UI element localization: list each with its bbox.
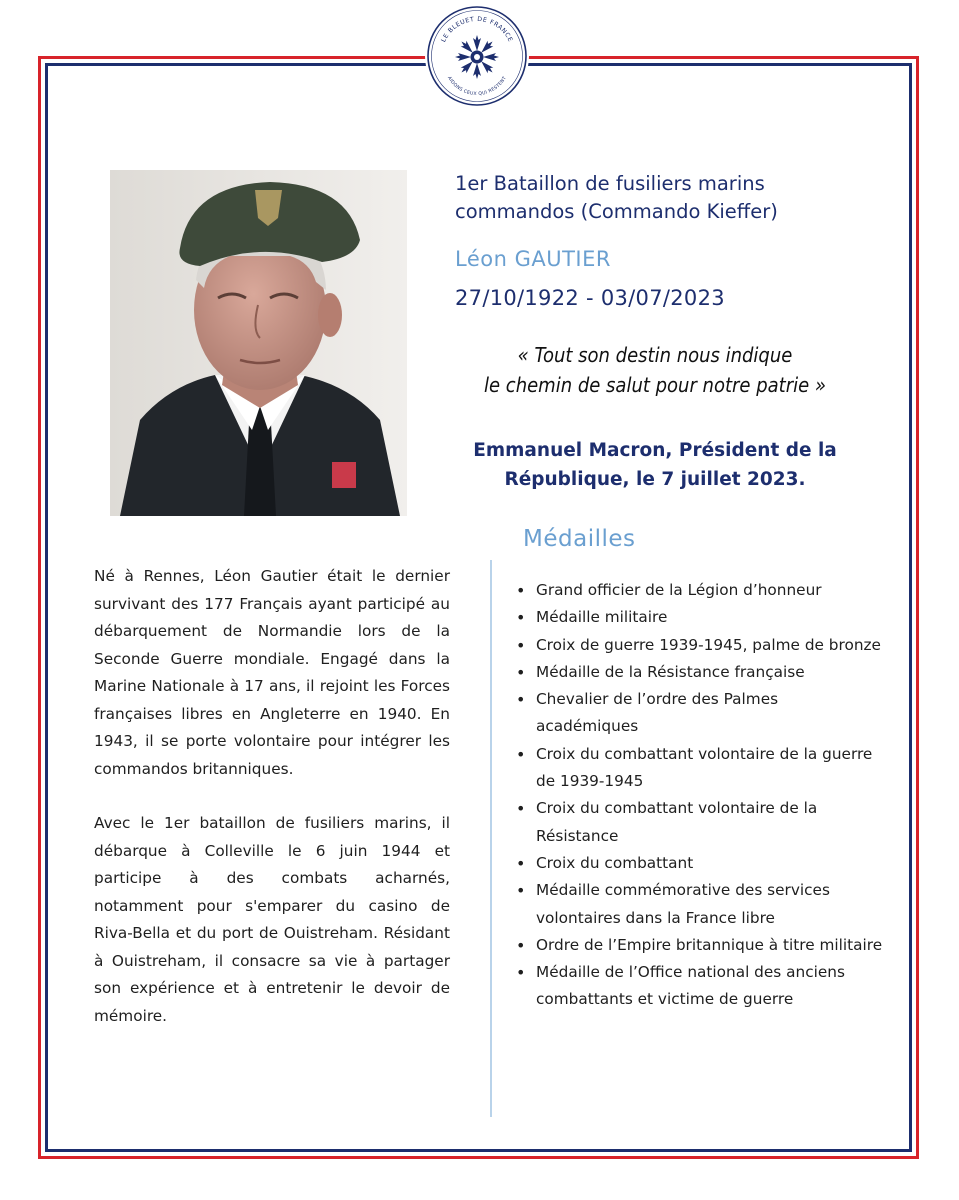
medal-item: • Croix du combattant volontaire de la Résistance bbox=[514, 795, 884, 850]
portrait-photo bbox=[110, 170, 407, 516]
medal-item: • Grand officier de la Légion d’honneur bbox=[514, 577, 884, 604]
bio-paragraph-2: Avec le 1er bataillon de fusiliers marins, il débarque à Colleville le 6 juin 1944 et participe à des combats acharnés, notamment pour s'emparer du casino de Riva-Bella et du port de Ouistreham. Résidant à Ouistreham, il consacre sa vie à partager son expérience et à entretenir le devoir de mémoire. bbox=[94, 814, 450, 1025]
medal-item: • Croix du combattant volontaire de la guerre de 1939-1945 bbox=[514, 741, 884, 796]
medals-list bbox=[514, 577, 884, 1014]
medal-item: • Ordre de l’Empire britannique à titre militaire bbox=[514, 932, 884, 959]
quote-line-1: « Tout son destin nous indique bbox=[517, 343, 793, 367]
medal-item: • Médaille militaire bbox=[514, 604, 884, 631]
biography bbox=[94, 563, 450, 1030]
person-name: Léon GAUTIER bbox=[455, 247, 611, 271]
medals-title: Médailles bbox=[523, 526, 636, 552]
logo-top-text: LE BLEUET DE FRANCE bbox=[440, 15, 514, 44]
column-divider bbox=[490, 560, 492, 1117]
quote bbox=[450, 340, 860, 400]
medal-item: • Médaille commémorative des services volontaires dans la France libre bbox=[514, 877, 884, 932]
medal-item: • Croix du combattant bbox=[514, 850, 884, 877]
cornflower-icon bbox=[455, 35, 499, 79]
medal-item: • Médaille de la Résistance française bbox=[514, 659, 884, 686]
quote-line-2: le chemin de salut pour notre patrie » bbox=[484, 373, 826, 397]
medal-item: • Médaille de l’Office national des anciens combattants et victime de guerre bbox=[514, 959, 884, 1014]
logo-bottom-text: AIDONS CEUX QUI RESTENT bbox=[446, 75, 508, 98]
unit-name: 1er Bataillon de fusiliers marins commandos (Commando Kieffer) bbox=[455, 172, 778, 223]
quote-author: Emmanuel Macron, Président de la République, le 7 juillet 2023. bbox=[473, 440, 837, 490]
bleuet-de-france-logo bbox=[425, 4, 529, 108]
bio-paragraph-1: Né à Rennes, Léon Gautier était le dernier survivant des 177 Français ayant participé au débarquement de Normandie lors de la Seconde Guerre mondiale. Engagé dans la Marine Nationale à 17 ans, il rejoint les Forces françaises libres en Angleterre en 1940. En 1943, il se porte volontaire pour intégrer les commandos britanniques. bbox=[94, 567, 450, 778]
life-dates: 27/10/1922 - 03/07/2023 bbox=[455, 286, 725, 310]
medal-item: • Croix de guerre 1939-1945, palme de bronze bbox=[514, 632, 884, 659]
medal-item: • Chevalier de l’ordre des Palmes académiques bbox=[514, 686, 884, 741]
